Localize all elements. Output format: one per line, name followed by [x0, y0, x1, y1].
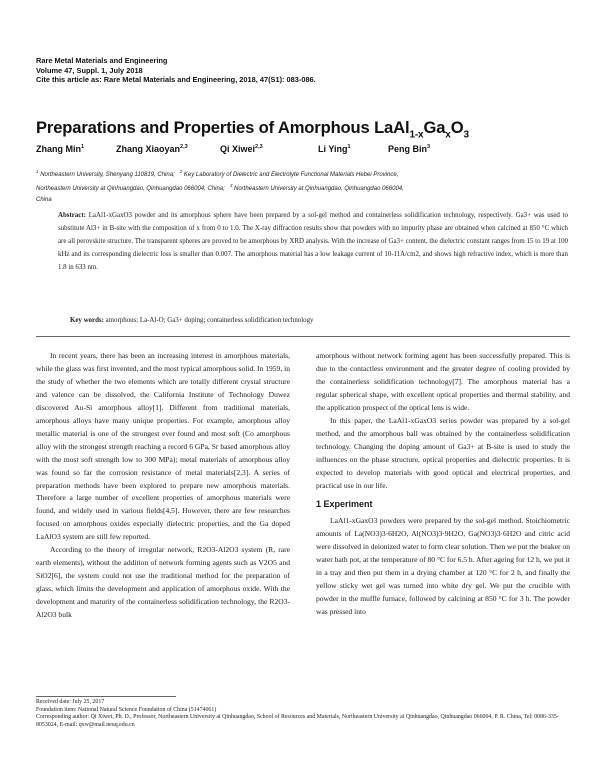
author-list: [36, 144, 576, 156]
keywords-label: Key words:: [70, 317, 104, 324]
divider: [36, 336, 570, 337]
affiliations: $^1$ Northeastern University, Shenyang 110819, China; $^2$ Key Laboratory of Dielectric and Electrolyte Functional Materials Hebei Province, Northeastern University at Qinhuangdao, Qinhuangdao 066004, China; $^3$ Northeastern University at Qinhuangdao, Qinhuangdao 066004, China: [36, 169, 404, 203]
corresponding-author: Corresponding author: Qi Xiwei, Ph. D., Professor, Northeastern University at Qinhuangdao, School of Resources and Materials, Northeastern University at Qinhuangdao, Qinhuangdao 066004, P. R. China, Tel: 0086-335-8053024, E-mail: qxw@mail.neuq.edu.cn: [36, 714, 559, 728]
left-column: [36, 350, 290, 622]
footnote-divider: [36, 696, 176, 697]
author: Peng Bin$^3$: [388, 144, 431, 154]
author: Zhang Min$^1$: [36, 144, 85, 154]
keywords-text: amorphous; La-Al-O; Ga3+ doping; containerless solidification technology: [105, 317, 314, 324]
keywords: [70, 316, 570, 326]
right-column: [316, 350, 570, 619]
journal-volume: Volume 47, Suppl. 1, July 2018: [36, 65, 143, 75]
body-paragraph: amorphous without network forming agent has been successfully prepared. This is due to the contactless environment and the greater degree of cooling provided by the containerless solidification technology[7]. The amorphous material has a regular spherical shape, with excellent optical properties and thermal stability, and the application prospect of the optical lens is wide.: [316, 351, 570, 412]
journal-name: Rare Metal Materials and Engineering: [36, 56, 168, 65]
footnotes: [36, 699, 570, 729]
journal-header: [36, 56, 576, 85]
received-date: Received date: July 25, 2017: [36, 699, 105, 705]
body-paragraph: In this paper, the LaAl1-xGaxO3 series powder was prepared by a sol-gel method, and the amorphous ball was obtained by the containerless solidification technology. Changing the doping amount of Ga3+ at B-site is used to study the influences on the phase structure, optical properties and dielectric properties. It is expected to develop materials with good optical and electrical properties, and practical use in our life.: [316, 415, 570, 490]
abstract: [58, 210, 568, 275]
body-paragraph: LaAl1-xGaxO3 powders were prepared by the sol-gel method. Stoichiometric amounts of La(NO3)3·6H2O, Al(NO3)3·9H2O, Ga(NO3)3·6H2O and citric acid were dissolved in deionized water to form clear solution. Then we put the beaker on water bath pot, at the temperature of 80 °C for 6.5 h. After ageing for 12 h, we put it in a tray and then put them in a drying chamber at 120 °C for 2 h, and finally the yellow sticky wet gel was turned into white dry gel. We put the crucible with powder in the muffle furnace, followed by calcining at 850 °C for 3 h. The powder was pressed into: [316, 516, 570, 617]
author: Qi Xiwei$^{2,3}$: [220, 144, 263, 154]
citation-line: Cite this article as: Rare Metal Materials and Engineering, 2018, 47(S1): 083-086.: [36, 75, 316, 85]
paper-title: Preparations and Properties of Amorphous $LaAl_{1-x}Ga_xO_3$: [36, 118, 469, 141]
abstract-label: Abstract:: [58, 212, 86, 219]
author: Li Ying$^1$: [318, 144, 351, 154]
body-paragraph: In recent years, there has been an increasing interest in amorphous materials, while the glass was first invented, and the most typical amorphous solid. In 1959, in the study of whether the two elements which are totally different crystal structure and valence can be dissolved, the California Institute of Technology Duwez discovered Au-Si amorphous alloy[1]. Different from traditional materials, amorphous alloys have many unique properties. For example, amorphous alloy metallic material is one of the strongest ever found and most soft (Co amorphous alloy with the strongest strength reaching a record 6 GPa, Sr based amorphous alloy with the most soft strength low to 300 MPa); metal materials of amorphous alloy was found so far the corrosion resistance of metal materials[2,3]. A series of preparation methods have been explored to prepare new amorphous materials. Therefore a large number of excellent properties of amorphous materials were found, and widely used in various fields[4,5]. However, there are few researches focused on amorphous oxides especially dielectric properties, and the Ga doped LaAlO3 system are still few reported.: [36, 351, 290, 542]
abstract-text: LaAl1-xGaxO3 powder and its amorphous sphere have been prepared by a sol-gel method and containerless solidification technology, respectively. Ga3+ was used to substitute Al3+ in B-site with the composition of x from 0 to 1.0. The X-ray diffraction results show that powders with no impurity phase are obtained when calcined at 850 °C which are all perovskite structure. The transparent spheres are proved to be amorphous by XRD analysis. With the increase of Ga3+ content, the dielectric constant ranges from 15 to 19 at 100 kHz and its corresponding dielectric loss is smaller than 0.007. The amorphous material has a low leakage current of 10-11A/cm2, and shows high refractive index, which is more than 1.8 in 633 nm.: [58, 212, 568, 271]
section-heading: 1 Experiment: [316, 499, 373, 510]
foundation-item: Foundation item: National Natural Science Foundation of China (51474061): [36, 706, 217, 713]
author: Zhang Xiaoyan$^{2,3}$: [116, 144, 188, 154]
body-paragraph: According to the theory of irregular network, R2O3-Al2O3 system (R, rare earth elements), without the addition of network forming agents such as V2O5 and SiO2[6], the system could not use the traditional method for the preparation of glass, which limits the development and application of amorphous oxide. With the development and maturity of the containerless solidification technology, the R2O3-Al2O3 bulk: [36, 545, 290, 620]
